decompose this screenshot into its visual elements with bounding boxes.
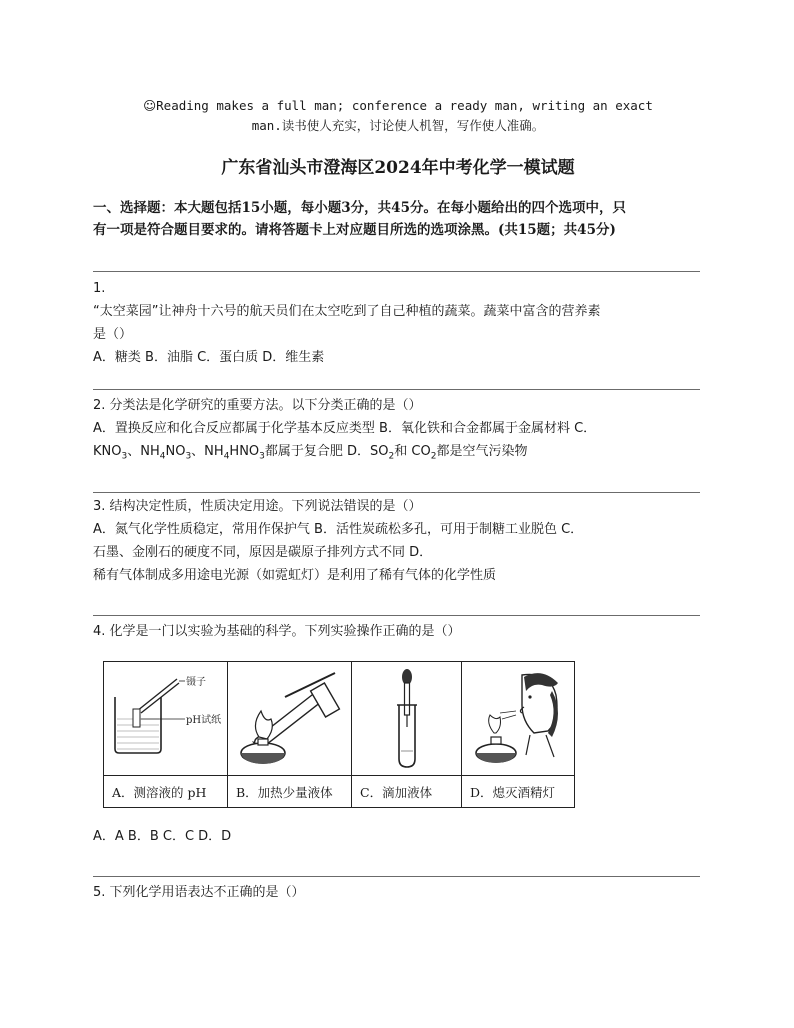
figure-d-extinguish (462, 662, 575, 776)
divider (93, 615, 700, 616)
figure-caption-a: A．测溶液的 pH (104, 776, 228, 808)
question-number: 1. (93, 281, 106, 296)
ph-paper-label: pH试纸 (185, 714, 221, 726)
divider (93, 271, 700, 272)
question-2 (93, 394, 701, 463)
answer-options: 稀有气体制成多用途电光源（如霓虹灯）是利用了稀有气体的化学性质 (93, 568, 497, 583)
divider (93, 389, 700, 390)
test-tube-heating-image (231, 667, 349, 771)
divider (93, 492, 700, 493)
smiley-icon: ☺ (143, 98, 157, 113)
question-4 (93, 620, 701, 643)
question-4-options (93, 825, 701, 848)
question-text: 2. 分类法是化学研究的重要方法。以下分类正确的是（） (93, 398, 422, 413)
question-1 (93, 277, 701, 369)
motto (96, 96, 700, 136)
section-heading (93, 197, 701, 241)
figure-c-dropping (352, 662, 462, 776)
figure-b-heating (228, 662, 352, 776)
answer-options: A．A B．B C．C D．D (93, 829, 232, 844)
section-line-2: 有一项是符合题目要求的。请将答题卡上对应题目所选的选项涂黑。(共15题；共45分) (93, 222, 616, 238)
question-text: 3. 结构决定性质，性质决定用途。下列说法错误的是（） (93, 499, 422, 514)
tweezers-label: 镊子 (185, 676, 206, 688)
motto-line-1: Reading makes a full man; conference a ready man, writing an exact (156, 98, 653, 113)
answer-options: A．糖类 B．油脂 C．蛋白质 D．维生素 (93, 350, 325, 365)
motto-line-2: man.读书使人充实，讨论使人机智，写作使人准确。 (251, 118, 545, 133)
question-text: 是（） (93, 327, 133, 342)
question-5 (93, 881, 701, 904)
figure-caption-c: C．滴加液体 (352, 776, 462, 808)
question-text: 5. 下列化学用语表达不正确的是（） (93, 885, 305, 900)
divider (93, 876, 700, 877)
question-text: 4. 化学是一门以实验为基础的科学。下列实验操作正确的是（） (93, 624, 461, 639)
figure-caption-b: B．加热少量液体 (228, 776, 352, 808)
experiment-figure-table (103, 661, 575, 808)
answer-options: A．氮气化学性质稳定，常用作保护气 B．活性炭疏松多孔，可用于制糖工业脱色 C． (93, 522, 584, 537)
question-3 (93, 495, 701, 587)
beaker-ph-paper-image (107, 667, 225, 771)
question-text: “太空菜园”让神舟十六号的航天员们在太空吃到了自己种植的蔬菜。蔬菜中富含的营养素 (93, 304, 601, 319)
answer-options: 石墨、金刚石的硬度不同，原因是碳原子排列方式不同 D． (93, 545, 433, 560)
page-title: 广东省汕头市澄海区2024年中考化学一模试题 (221, 158, 575, 178)
blowing-lamp-image (464, 667, 572, 771)
section-line-1: 一、选择题：本大题包括15小题，每小题3分，共45分。在每小题给出的四个选项中，只 (93, 200, 626, 216)
answer-options: A．置换反应和化合反应都属于化学基本反应类型 B．氧化铁和合金都属于金属材料 C． (93, 421, 597, 436)
answer-options: $KNO_3$、$NH_4NO_3$、$NH_4HNO_3$都属于复合肥 D．$SO_2$和 $CO_2$都是空气污染物 (93, 444, 528, 462)
figure-a-ph-test (104, 662, 228, 776)
figure-caption-d: D．熄灭酒精灯 (462, 776, 575, 808)
dropper-test-tube-image (355, 667, 459, 771)
